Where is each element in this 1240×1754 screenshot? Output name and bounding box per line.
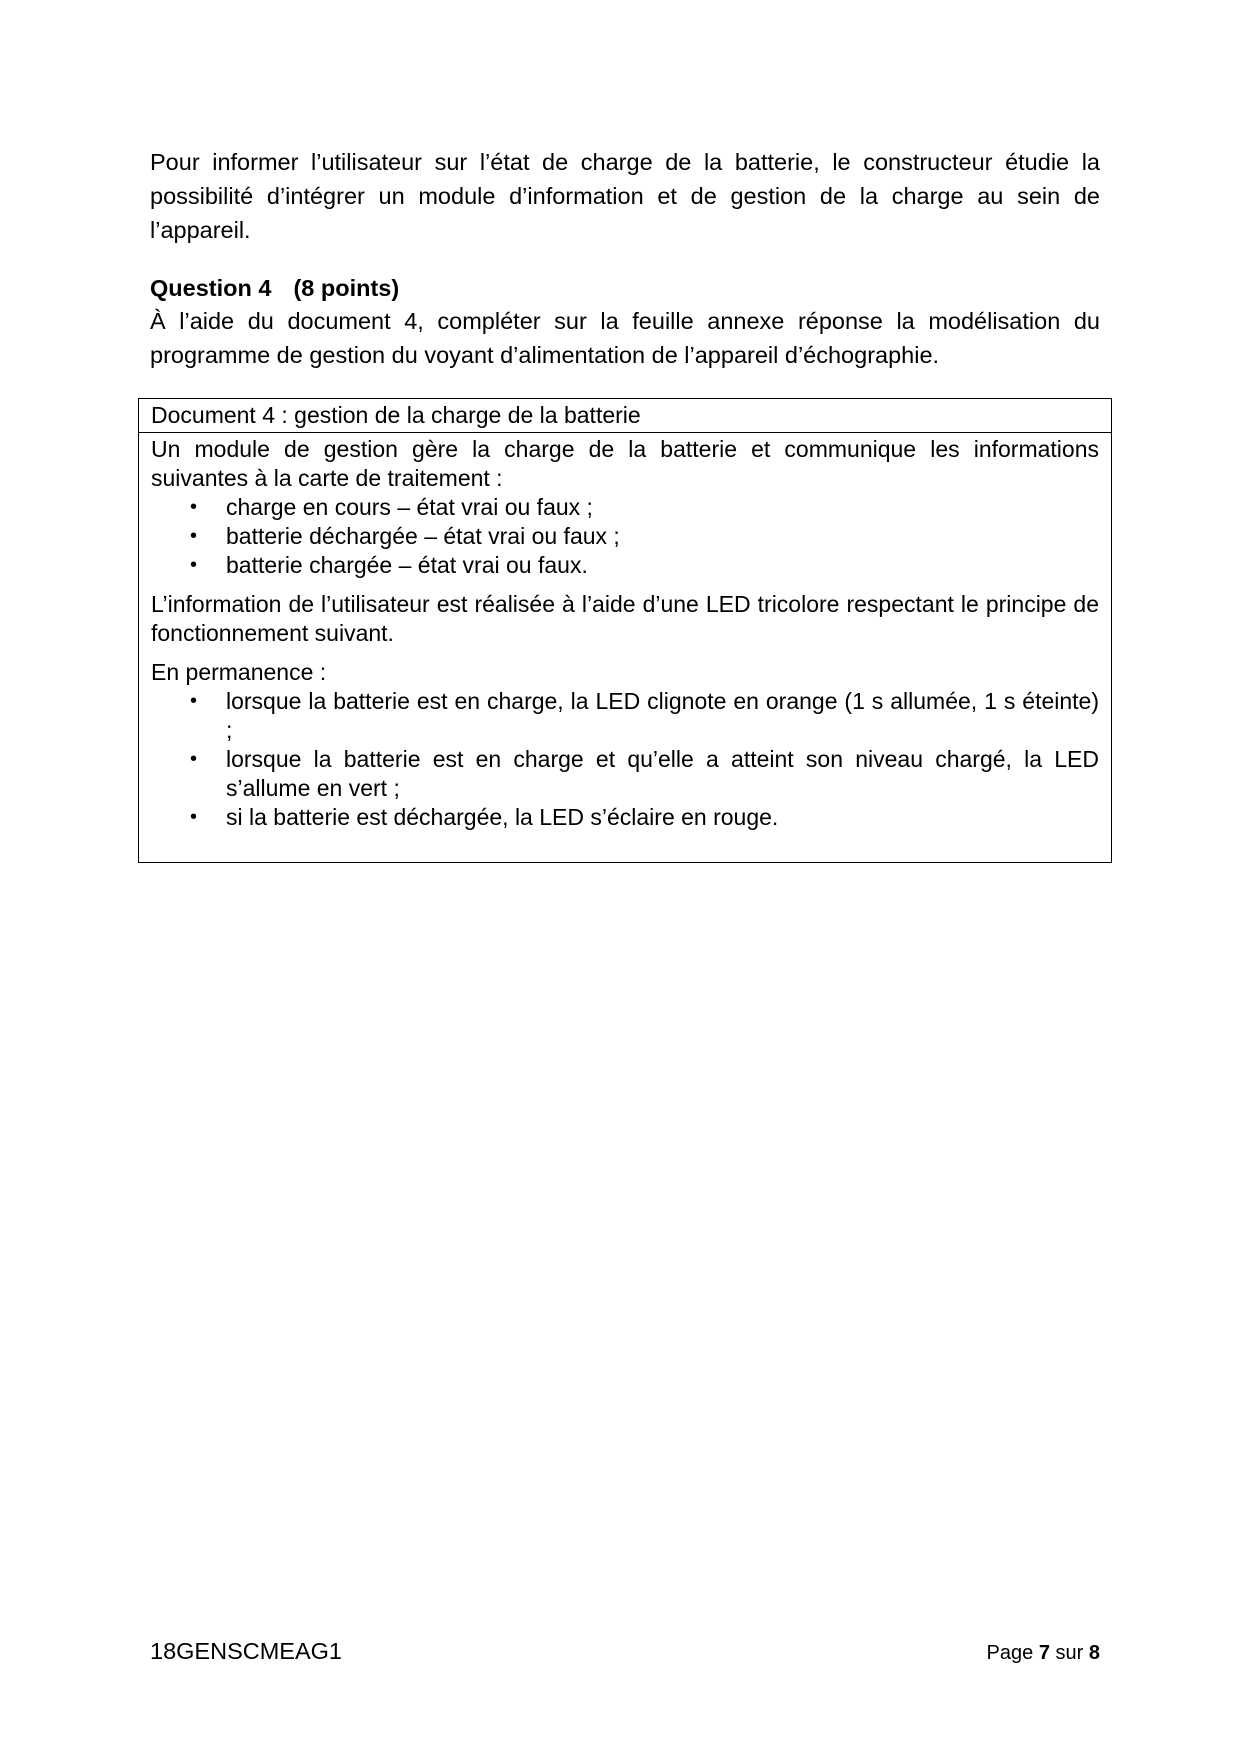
footer-exam-code: 18GENSCMEAG1 — [150, 1638, 342, 1664]
footer-page-number: Page 7 sur 8 — [986, 1642, 1100, 1664]
bullet-icon: • — [190, 554, 198, 576]
bullet-icon: • — [190, 748, 198, 770]
document-body — [139, 433, 1111, 832]
signal-list — [151, 493, 1099, 580]
bullet-icon: • — [190, 525, 198, 547]
list-item: • si la batterie est déchargée, la LED s’éclaire en rouge. — [190, 804, 779, 830]
list-item: • charge en cours – état vrai ou faux ; — [190, 494, 593, 520]
list-item: • batterie déchargée – état vrai ou faux ; — [190, 523, 620, 549]
document-header: Document 4 : gestion de la charge de la batterie — [139, 399, 1111, 433]
list-item: • lorsque la batterie est en charge et qu’elle a atteint son niveau chargé, la LED s’allume en vert ; — [190, 746, 1099, 801]
question-title — [150, 271, 399, 305]
bullet-icon: • — [190, 806, 198, 828]
rules-list — [151, 687, 1099, 832]
document-intro: Un module de gestion gère la charge de la batterie et communique les informations suivantes à la carte de traitement : — [151, 436, 1099, 491]
intro-paragraph: Pour informer l’utilisateur sur l’état de charge de la batterie, le constructeur étudie la possibilité d’intégrer un module d’information et de gestion de la charge au sein de l’appareil. — [150, 149, 1100, 243]
bullet-icon: • — [190, 690, 198, 712]
permanence-label: En permanence : — [151, 659, 327, 685]
list-item: • lorsque la batterie est en charge, la LED clignote en orange (1 s allumée, 1 s éteinte) ; — [190, 688, 1099, 743]
list-item: • batterie chargée – état vrai ou faux. — [190, 552, 588, 578]
question-number: Question 4 — [150, 275, 272, 301]
question-points: (8 points) — [293, 275, 400, 301]
question-text: À l’aide du document 4, compléter sur la feuille annexe réponse la modélisation du programme de gestion du voyant d’alimentation de l’appareil d’échographie. — [150, 308, 1100, 368]
led-info-paragraph: L’information de l’utilisateur est réalisée à l’aide d’une LED tricolore respectant le principe de fonctionnement suivant. — [151, 591, 1099, 646]
bullet-icon: • — [190, 496, 198, 518]
document-4-box — [138, 398, 1112, 863]
